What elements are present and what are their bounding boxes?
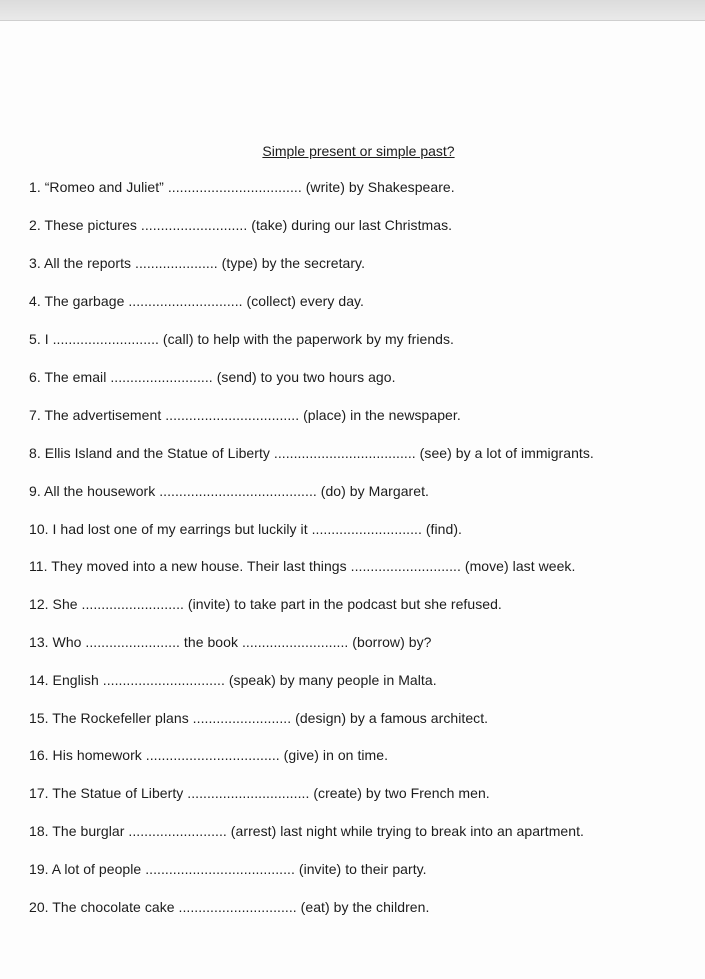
question-5: 5. I ........................... (call) to help with the paperwork by my friends. xyxy=(29,331,454,347)
question-18: 18. The burglar ......................... (arrest) last night while trying to break into an apartment. xyxy=(29,823,584,839)
question-19: 19. A lot of people ...................................... (invite) to their party. xyxy=(29,861,427,877)
question-2: 2. These pictures ........................... (take) during our last Christmas. xyxy=(29,217,453,233)
worksheet-title: Simple present or simple past? xyxy=(262,143,455,159)
question-17: 17. The Statue of Liberty ............................... (create) by two French men. xyxy=(29,785,490,801)
question-9: 9. All the housework ........................................ (do) by Margaret. xyxy=(29,483,429,499)
question-1: 1. “Romeo and Juliet” .................................. (write) by Shakespeare. xyxy=(29,179,455,195)
question-3: 3. All the reports ..................... (type) by the secretary. xyxy=(29,255,366,271)
question-13: 13. Who ........................ the book ........................... (borrow) by? xyxy=(29,634,432,650)
question-6: 6. The email .......................... (send) to you two hours ago. xyxy=(29,369,396,385)
question-16: 16. His homework .................................. (give) in on time. xyxy=(29,747,389,763)
question-20: 20. The chocolate cake .............................. (eat) by the children. xyxy=(29,899,430,915)
question-7: 7. The advertisement .................................. (place) in the newspaper. xyxy=(29,407,461,423)
question-12: 12. She .......................... (invite) to take part in the podcast but she refused. xyxy=(29,596,502,612)
question-15: 15. The Rockefeller plans ......................... (design) by a famous architect. xyxy=(29,710,489,726)
question-14: 14. English ............................... (speak) by many people in Malta. xyxy=(29,672,437,688)
question-10: 10. I had lost one of my earrings but luckily it ............................ (find). xyxy=(29,521,462,537)
question-8: 8. Ellis Island and the Statue of Liberty .................................... (see) by a lot of immigrants. xyxy=(29,445,594,461)
question-11: 11. They moved into a new house. Their last things ............................ (move) last week. xyxy=(29,558,576,574)
viewer-top-bar xyxy=(0,0,705,21)
question-4: 4. The garbage ............................. (collect) every day. xyxy=(29,293,364,309)
